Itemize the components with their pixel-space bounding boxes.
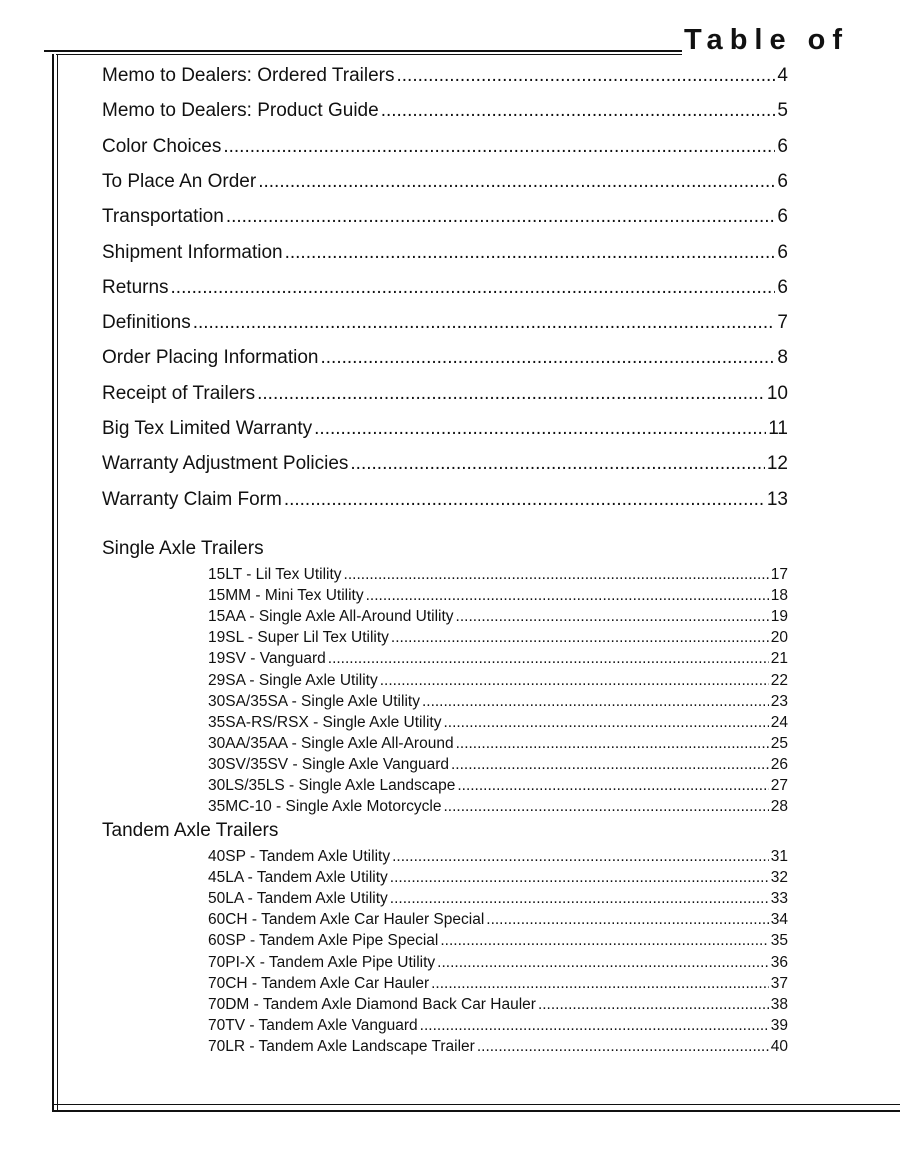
toc-entry-label: 19SV - Vanguard (208, 650, 326, 668)
toc-entry-major[interactable] (102, 136, 788, 162)
toc-entry-label: 70PI-X - Tandem Axle Pipe Utility (208, 953, 436, 971)
toc-entry-label: To Place An Order (102, 170, 257, 192)
toc-entry-page: 28 (770, 798, 788, 816)
toc-entry-major[interactable] (102, 206, 788, 232)
page-frame-left (52, 54, 58, 1112)
toc-entry-major[interactable] (102, 383, 788, 409)
toc-entry-major[interactable] (102, 418, 788, 444)
toc-entry-label: 30LS/35LS - Single Axle Landscape (208, 777, 456, 794)
title-rule-inner (56, 54, 682, 55)
toc-entry-page: 10 (766, 382, 788, 404)
toc-entry-sub[interactable] (208, 890, 788, 910)
toc-entry-page: 5 (777, 100, 788, 122)
toc-entry-label: 19SL - Super Lil Tex Utility (208, 629, 389, 647)
toc-entry-label: 60SP - Tandem Axle Pipe Special (208, 932, 439, 950)
toc-entry-page: 4 (777, 65, 788, 86)
toc-entry-sub[interactable] (208, 996, 788, 1016)
toc-entry-page: 13 (766, 488, 788, 510)
dot-leader (451, 756, 769, 774)
toc-entry-page: 6 (777, 135, 788, 157)
toc-entry-sub[interactable] (208, 954, 788, 974)
toc-entry-page: 6 (777, 170, 788, 192)
dot-leader (486, 911, 768, 929)
toc-entry-major[interactable] (102, 100, 788, 126)
dot-leader (420, 1017, 769, 1035)
toc-entry-sub[interactable] (208, 975, 788, 995)
dot-leader (344, 566, 769, 584)
toc-entry-label: Warranty Claim Form (102, 488, 282, 510)
toc-entry-label: 30SV/35SV - Single Axle Vanguard (208, 755, 449, 773)
section-heading: Single Axle Trailers (102, 538, 264, 559)
dot-leader (397, 65, 776, 87)
toc-entry-label: 29SA - Single Axle Utility (208, 671, 378, 689)
toc-entry-label: 35MC-10 - Single Axle Motorcycle (208, 798, 442, 816)
toc-entry-label: 35SA-RS/RSX - Single Axle Utility (208, 713, 442, 731)
toc-entry-label: Shipment Information (102, 241, 283, 263)
toc-entry-major[interactable] (102, 65, 788, 91)
toc-entry-sub[interactable] (208, 911, 788, 931)
dot-leader (223, 136, 775, 158)
toc-entry-page: 23 (770, 692, 788, 710)
toc-entry-label: Memo to Dealers: Product Guide (102, 100, 379, 122)
section-heading: Tandem Axle Trailers (102, 820, 279, 841)
dot-leader (437, 954, 769, 972)
toc-entry-page: 37 (770, 974, 788, 992)
dot-leader (477, 1038, 769, 1056)
toc-entry-label: 70CH - Tandem Axle Car Hauler (208, 974, 430, 992)
dot-leader (391, 629, 769, 647)
toc-entry-page: 31 (770, 848, 788, 865)
toc-entry-page: 32 (770, 869, 788, 887)
toc-entry-sub[interactable] (208, 932, 788, 952)
toc-entry-page: 7 (777, 312, 788, 334)
toc-entry-major[interactable] (102, 242, 788, 268)
toc-entry-sub[interactable] (208, 777, 788, 797)
dot-leader (392, 848, 769, 866)
toc-entry-page: 34 (770, 911, 788, 929)
toc-entry-page: 27 (770, 777, 788, 794)
toc-entry-page: 33 (770, 890, 788, 908)
toc-entry-major[interactable] (102, 489, 788, 515)
toc-entry-sub[interactable] (208, 1017, 788, 1037)
toc-entry-page: 17 (770, 566, 788, 583)
toc-entry-page: 35 (770, 932, 788, 950)
dot-leader (380, 672, 769, 690)
toc-entry-sub[interactable] (208, 608, 788, 628)
page-frame-bottom (52, 1104, 900, 1112)
dot-leader (284, 489, 765, 511)
dot-leader (193, 312, 776, 334)
toc-entry-page: 36 (770, 953, 788, 971)
dot-leader (314, 418, 766, 440)
dot-leader (440, 932, 768, 950)
dot-leader (171, 277, 776, 299)
toc-entry-label: Transportation (102, 206, 224, 228)
toc-entry-label: 70TV - Tandem Axle Vanguard (208, 1016, 418, 1034)
dot-leader (457, 777, 768, 795)
toc-entry-sub[interactable] (208, 798, 788, 818)
dot-leader (350, 453, 764, 475)
toc-entry-label: Color Choices (102, 135, 222, 157)
toc-entry-sub[interactable] (208, 735, 788, 755)
dot-leader (226, 206, 776, 228)
dot-leader (431, 975, 769, 993)
dot-leader (443, 798, 768, 816)
toc-entry-sub[interactable] (208, 869, 788, 889)
toc-entry-sub[interactable] (208, 587, 788, 607)
toc-entry-label: Order Placing Information (102, 347, 319, 369)
toc-entry-page: 20 (770, 629, 788, 647)
toc-entry-page: 6 (777, 206, 788, 228)
toc-entry-label: 45LA - Tandem Axle Utility (208, 869, 388, 887)
toc-entry-page: 12 (766, 453, 788, 475)
toc-entry-page: 11 (768, 418, 788, 439)
toc-entry-sub[interactable] (208, 848, 788, 868)
toc-entry-sub[interactable] (208, 672, 788, 692)
toc-entry-label: 15MM - Mini Tex Utility (208, 587, 364, 605)
toc-entry-label: 70DM - Tandem Axle Diamond Back Car Hauler (208, 995, 536, 1013)
dot-leader (456, 608, 769, 626)
toc-entry-major[interactable] (102, 312, 788, 338)
dot-leader (538, 996, 769, 1014)
toc-entry-label: Big Tex Limited Warranty (102, 418, 313, 439)
toc-entry-label: 70LR - Tandem Axle Landscape Trailer (208, 1037, 475, 1055)
toc-entry-label: Definitions (102, 312, 191, 334)
toc-entry-page: 6 (777, 276, 788, 298)
toc-entry-page: 19 (770, 608, 788, 626)
toc-entry-label: Returns (102, 276, 169, 298)
dot-leader (258, 171, 775, 193)
toc-entry-label: 60CH - Tandem Axle Car Hauler Special (208, 911, 485, 929)
toc-entry-label: Warranty Adjustment Policies (102, 453, 349, 475)
toc-entry-label: 40SP - Tandem Axle Utility (208, 848, 391, 865)
toc-entry-label: 30SA/35SA - Single Axle Utility (208, 692, 420, 710)
toc-entry-label: 15AA - Single Axle All-Around Utility (208, 608, 454, 626)
dot-leader (381, 100, 776, 122)
toc-entry-major[interactable] (102, 277, 788, 303)
dot-leader (257, 383, 765, 405)
dot-leader (443, 714, 768, 732)
page-title: Table of (684, 24, 850, 56)
toc-entry-page: 40 (770, 1037, 788, 1055)
toc-entry-page: 8 (777, 347, 788, 369)
toc-entry-page: 21 (770, 650, 788, 668)
toc-entry-sub[interactable] (208, 650, 788, 670)
dot-leader (285, 242, 776, 264)
dot-leader (422, 693, 769, 711)
toc-entry-page: 38 (770, 995, 788, 1013)
toc-entry-sub[interactable] (208, 1038, 788, 1058)
dot-leader (328, 650, 769, 668)
toc-entry-page: 26 (770, 755, 788, 773)
dot-leader (321, 347, 776, 369)
toc-entry-major[interactable] (102, 453, 788, 479)
toc-entry-page: 22 (770, 671, 788, 689)
toc-entry-label: 50LA - Tandem Axle Utility (208, 890, 388, 908)
toc-entry-sub[interactable] (208, 566, 788, 586)
toc-entry-label: 15LT - Lil Tex Utility (208, 566, 342, 583)
toc-entry-major[interactable] (102, 347, 788, 373)
toc-entry-sub[interactable] (208, 756, 788, 776)
dot-leader (366, 587, 769, 605)
toc-entry-page: 6 (777, 241, 788, 263)
dot-leader (456, 735, 769, 753)
title-rule-outer (44, 50, 682, 52)
toc-entry-label: 30AA/35AA - Single Axle All-Around (208, 734, 454, 752)
dot-leader (390, 869, 769, 887)
toc-entry-page: 39 (770, 1016, 788, 1034)
toc-entry-sub[interactable] (208, 629, 788, 649)
toc-entry-page: 25 (770, 734, 788, 752)
toc-entry-page: 18 (770, 587, 788, 605)
toc-entry-sub[interactable] (208, 693, 788, 713)
toc-entry-major[interactable] (102, 171, 788, 197)
toc-entry-page: 24 (770, 713, 788, 731)
toc-entry-label: Receipt of Trailers (102, 382, 256, 404)
toc-entry-sub[interactable] (208, 714, 788, 734)
toc-entry-label: Memo to Dealers: Ordered Trailers (102, 65, 395, 86)
dot-leader (390, 890, 769, 908)
